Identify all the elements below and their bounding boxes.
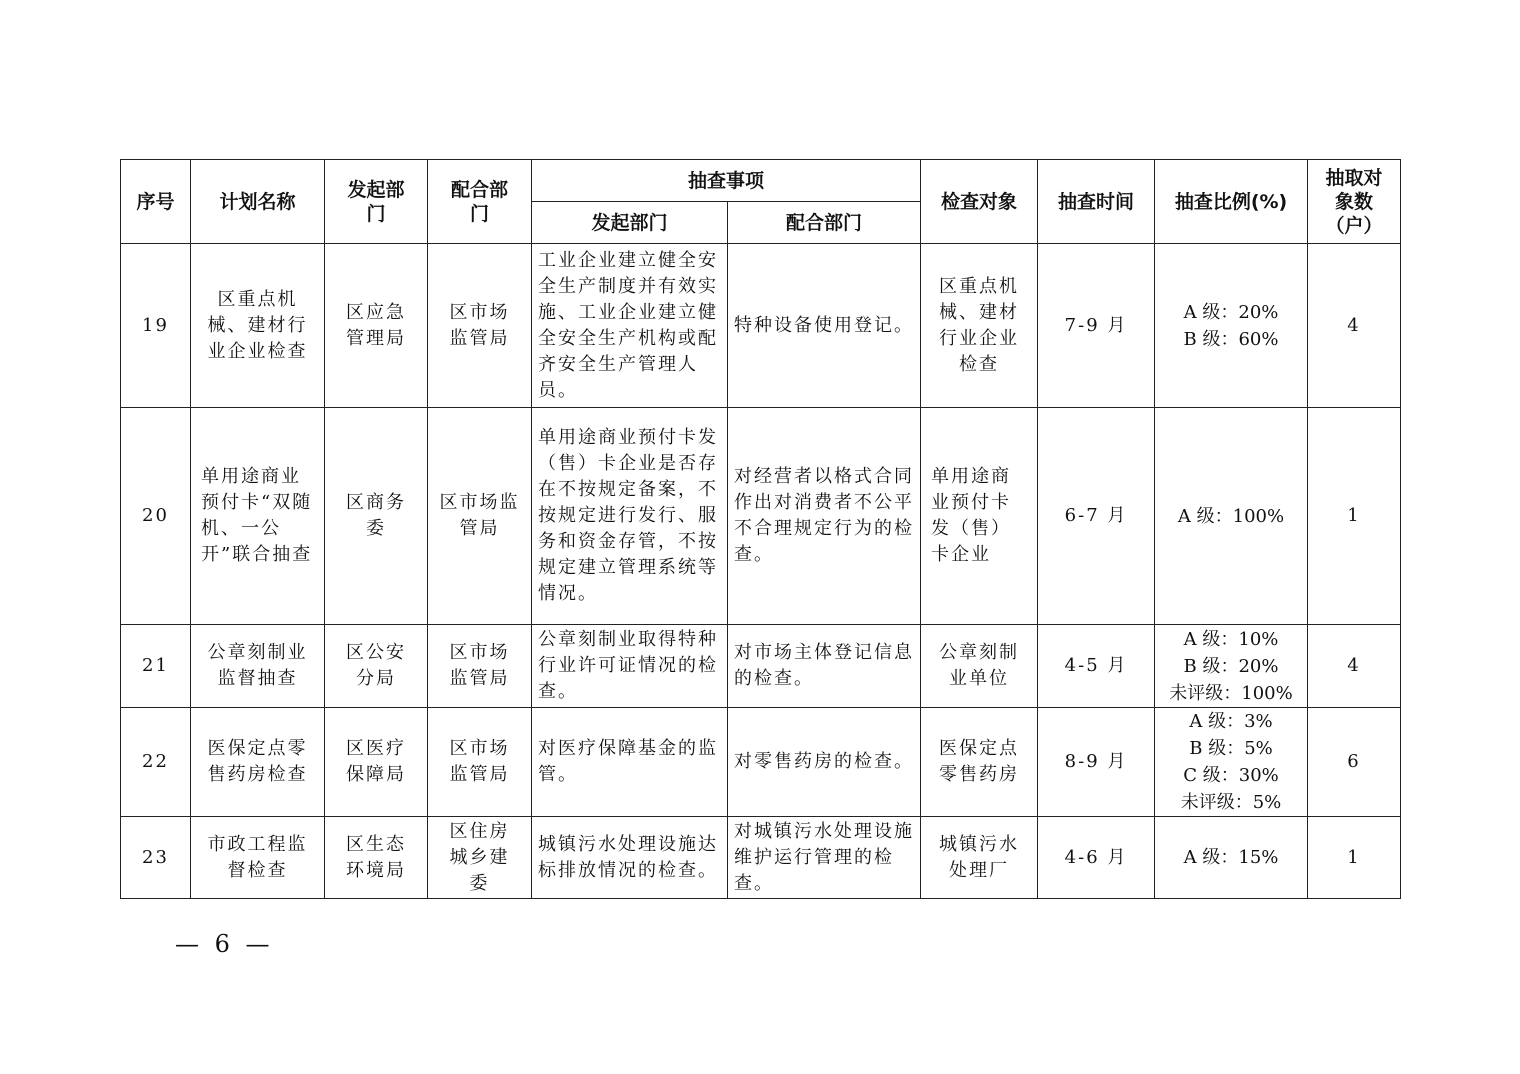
row-initiating-dept: 区应急管理局 [325, 244, 428, 408]
row-initiating-dept: 区医疗保障局 [325, 708, 428, 817]
row-plan-name: 公章刻制业监督抽查 [191, 625, 325, 708]
ratio-line: 未评级：5% [1180, 792, 1282, 813]
row-items-cooperating: 对零售药房的检查。 [728, 708, 921, 817]
row-target: 医保定点零售药房 [921, 708, 1038, 817]
table-row [121, 408, 1401, 625]
header-items-initiating: 发起部门 [532, 202, 728, 244]
row-plan-name: 医保定点零售药房检查 [191, 708, 325, 817]
row-plan-name: 区重点机械、建材行业企业检查 [191, 244, 325, 408]
header-inspection-items: 抽查事项 [532, 160, 921, 202]
ratio-line: A 级：20% [1183, 301, 1279, 323]
row-ratio [1155, 708, 1308, 817]
row-items-initiating: 公章刻制业取得特种行业许可证情况的检查。 [532, 625, 728, 708]
row-items-cooperating: 对经营者以格式合同作出对消费者不公平不合理规定行为的检查。 [728, 408, 921, 625]
row-time: 7-9 月 [1038, 244, 1155, 408]
row-ratio [1155, 408, 1308, 625]
table-row [121, 708, 1401, 817]
header-plan-name: 计划名称 [191, 160, 325, 244]
row-target: 单用途商业预付卡发（售）卡企业 [921, 408, 1038, 625]
header-ratio: 抽查比例(%) [1155, 160, 1308, 244]
ratio-line: A 级：15% [1183, 847, 1279, 868]
row-items-initiating: 工业企业建立健全安全生产制度并有效实施、工业企业建立健全安全生产机构或配齐安全生产管理人员。 [532, 244, 728, 408]
row-ratio [1155, 625, 1308, 708]
page-number: — 6 — [175, 930, 274, 958]
row-count: 1 [1308, 408, 1401, 625]
row-items-initiating: 对医疗保障基金的监管。 [532, 708, 728, 817]
row-count: 1 [1308, 817, 1401, 899]
row-items-cooperating: 对城镇污水处理设施维护运行管理的检查。 [728, 817, 921, 899]
row-target: 城镇污水处理厂 [921, 817, 1038, 899]
row-seq: 19 [121, 244, 191, 408]
row-seq: 21 [121, 625, 191, 708]
ratio-line: B 级：5% [1189, 738, 1273, 759]
ratio-line: B 级：20% [1183, 655, 1279, 677]
header-time: 抽查时间 [1038, 160, 1155, 244]
header-seq: 序号 [121, 160, 191, 244]
ratio-line: A 级：3% [1189, 711, 1273, 732]
row-plan-name: 单用途商业预付卡“双随机、一公开”联合抽查 [191, 408, 325, 625]
table-row [121, 817, 1401, 899]
row-time: 4-6 月 [1038, 817, 1155, 899]
row-cooperating-dept: 区住房城乡建委 [428, 817, 532, 899]
ratio-line: 未评级：100% [1169, 682, 1293, 704]
row-count: 4 [1308, 244, 1401, 408]
header-count: 抽取对象数（户） [1308, 160, 1401, 244]
row-plan-name: 市政工程监督检查 [191, 817, 325, 899]
header-target: 检查对象 [921, 160, 1038, 244]
row-time: 6-7 月 [1038, 408, 1155, 625]
row-count: 6 [1308, 708, 1401, 817]
row-cooperating-dept: 区市场监管局 [428, 708, 532, 817]
row-seq: 20 [121, 408, 191, 625]
row-initiating-dept: 区公安分局 [325, 625, 428, 708]
ratio-line: A 级：100% [1177, 505, 1285, 527]
table-row [121, 625, 1401, 708]
row-cooperating-dept: 区市场监管局 [428, 244, 532, 408]
row-items-initiating: 城镇污水处理设施达标排放情况的检查。 [532, 817, 728, 899]
table-row [121, 244, 1401, 408]
row-count: 4 [1308, 625, 1401, 708]
row-items-cooperating: 对市场主体登记信息的检查。 [728, 625, 921, 708]
row-initiating-dept: 区商务委 [325, 408, 428, 625]
row-time: 4-5 月 [1038, 625, 1155, 708]
row-ratio [1155, 817, 1308, 899]
row-cooperating-dept: 区市场监管局 [428, 625, 532, 708]
row-initiating-dept: 区生态环境局 [325, 817, 428, 899]
row-cooperating-dept: 区市场监管局 [428, 408, 532, 625]
ratio-line: A 级：10% [1183, 628, 1279, 650]
row-items-initiating: 单用途商业预付卡发（售）卡企业是否存在不按规定备案，不按规定进行发行、服务和资金存管，不按规定建立管理系统等情况。 [532, 408, 728, 625]
header-row-1 [121, 160, 1401, 202]
inspection-plan-table [120, 159, 1401, 899]
row-ratio [1155, 244, 1308, 408]
header-cooperating-dept: 配合部门 [428, 160, 532, 244]
row-time: 8-9 月 [1038, 708, 1155, 817]
header-items-cooperating: 配合部门 [728, 202, 921, 244]
row-target: 公章刻制业单位 [921, 625, 1038, 708]
row-target: 区重点机械、建材行业企业检查 [921, 244, 1038, 408]
ratio-line: C 级：30% [1183, 765, 1279, 786]
header-initiating-dept: 发起部门 [325, 160, 428, 244]
row-items-cooperating: 特种设备使用登记。 [728, 244, 921, 408]
ratio-line: B 级：60% [1183, 328, 1279, 350]
row-seq: 22 [121, 708, 191, 817]
row-seq: 23 [121, 817, 191, 899]
